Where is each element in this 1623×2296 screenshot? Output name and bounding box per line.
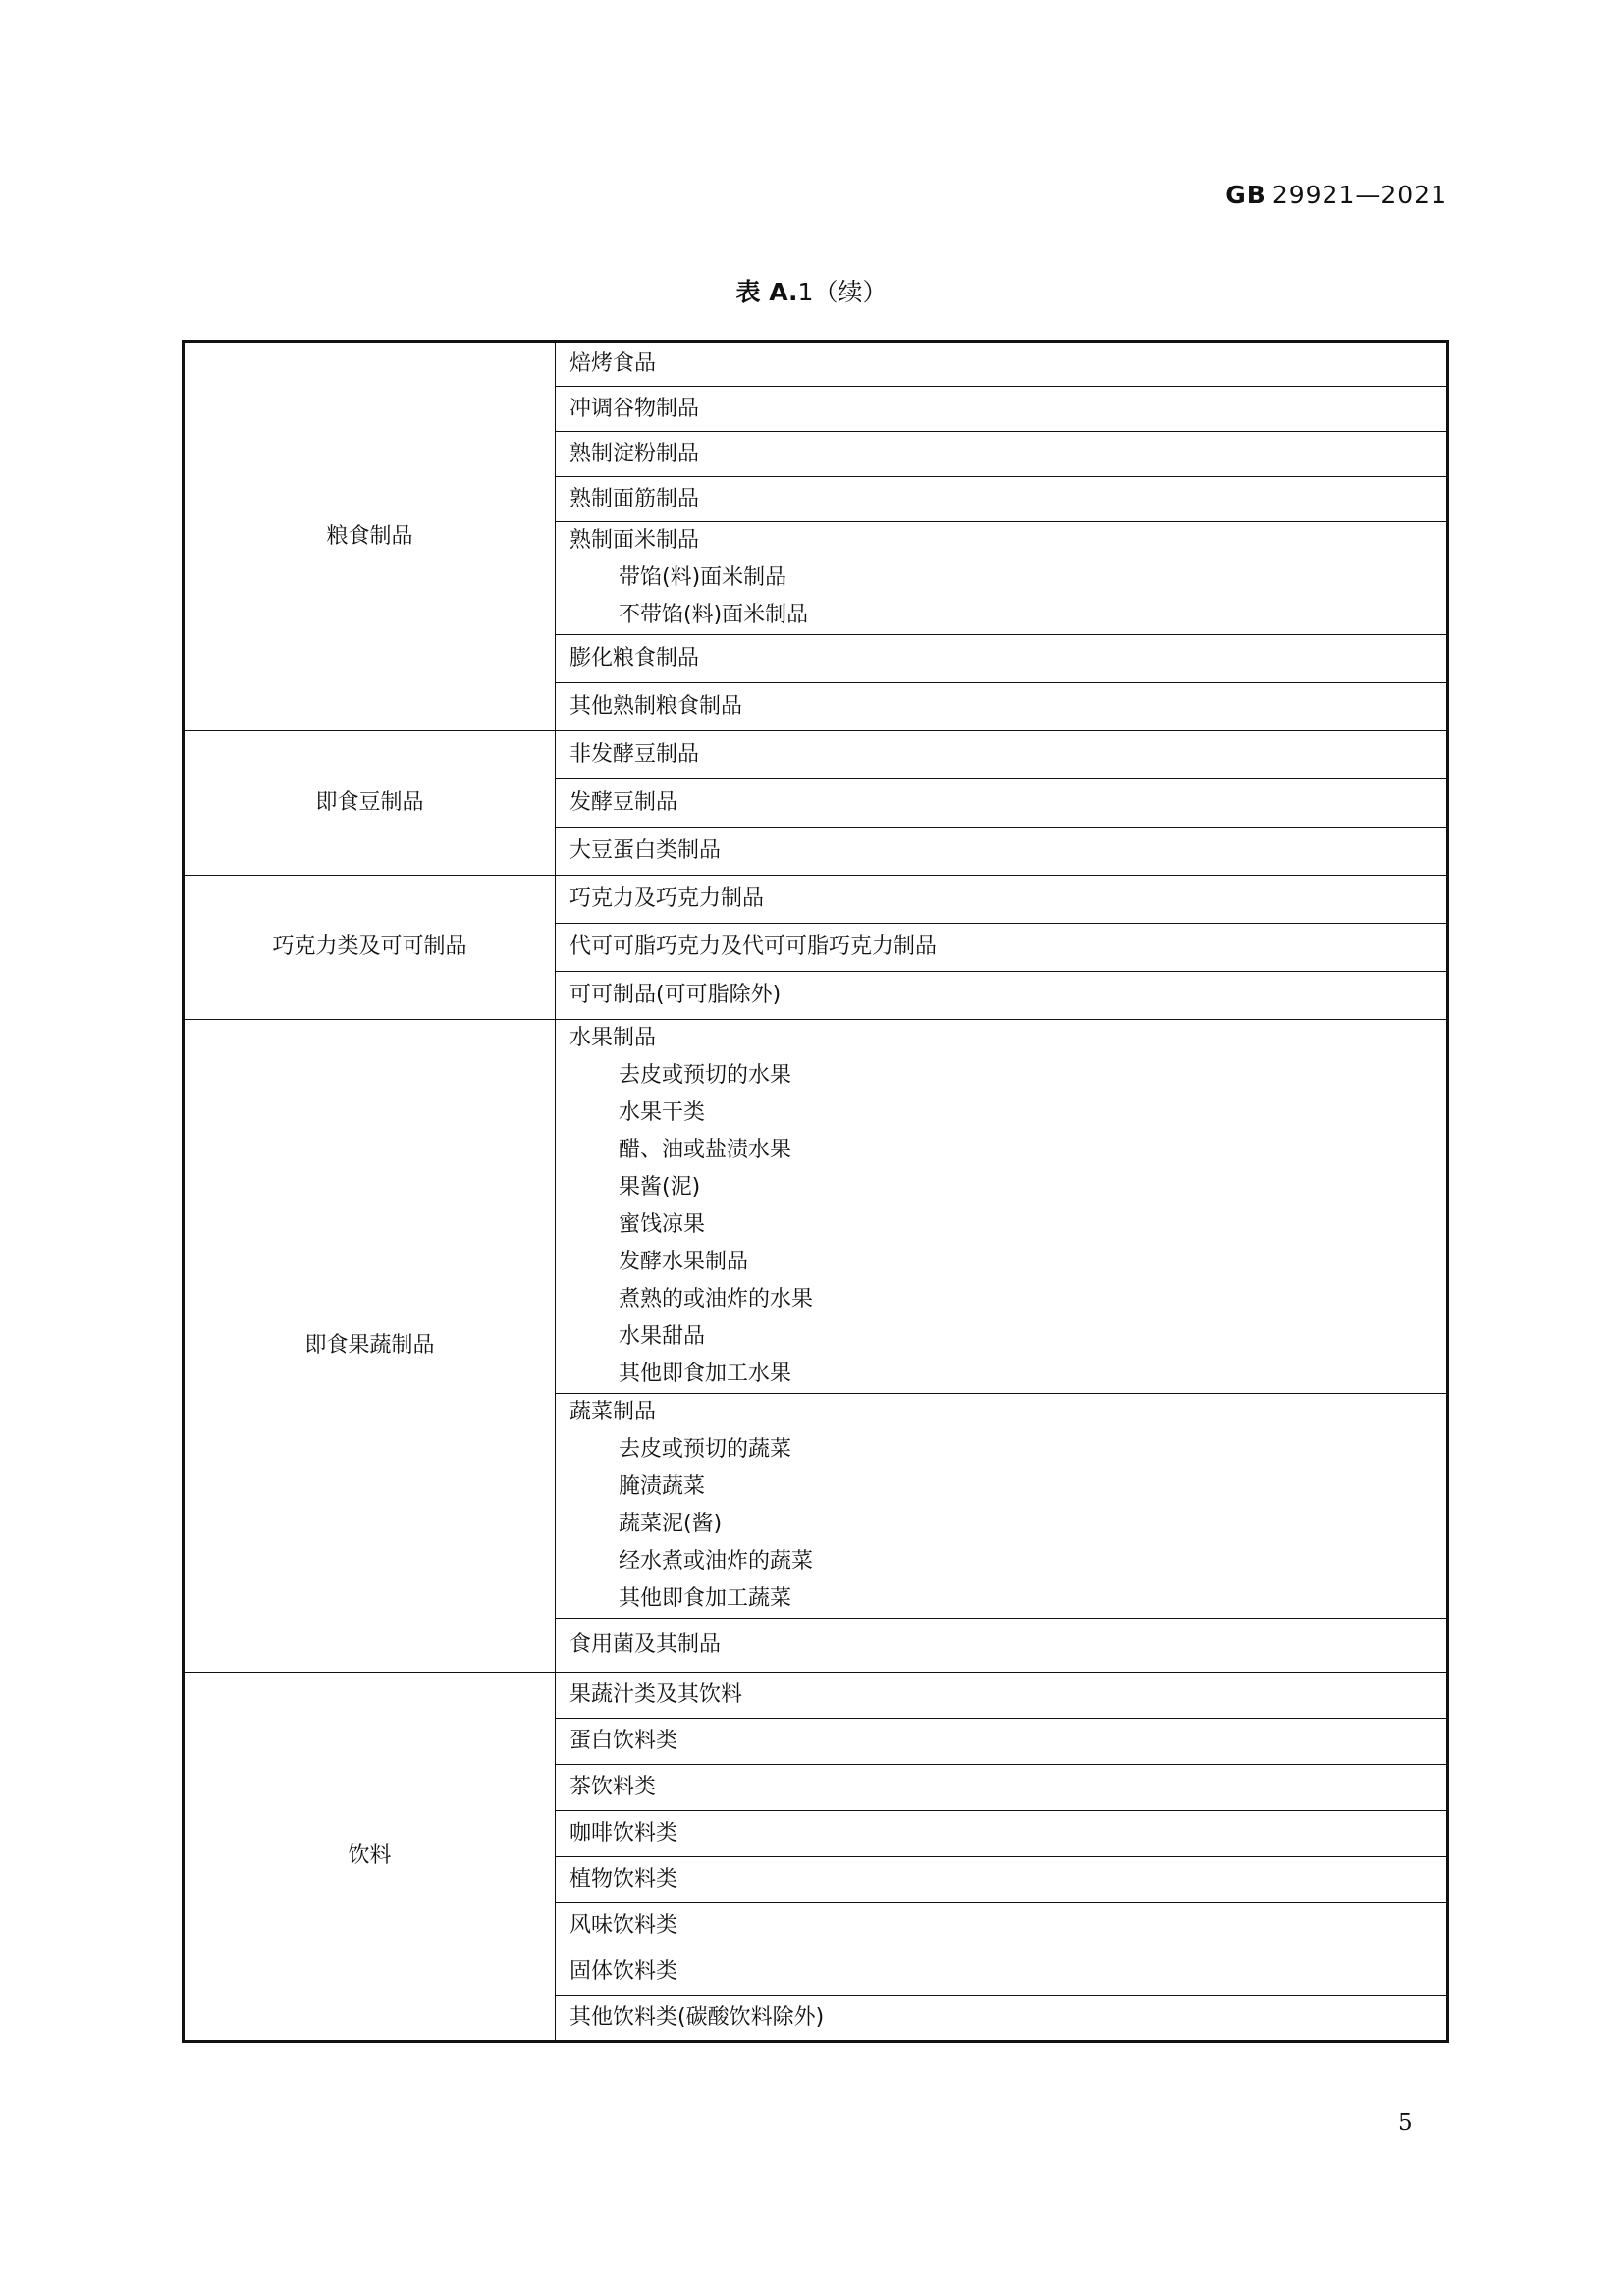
- subcategory-cell: 代可可脂巧克力及代可可脂巧克力制品: [556, 924, 1448, 972]
- subcategory-cell: 其他饮料类(碳酸饮料除外): [556, 1996, 1448, 2042]
- subcategory-cell: 植物饮料类: [556, 1857, 1448, 1903]
- subcategory-sub-item: 带馅(料)面米制品: [619, 565, 787, 590]
- subcategory-cell: 熟制淀粉制品: [556, 432, 1448, 477]
- subcategory-cell: 非发酵豆制品: [556, 731, 1448, 779]
- subcategory-cell: 茶饮料类: [556, 1765, 1448, 1811]
- table-row: [184, 731, 1448, 779]
- subcategory-sub-item: 其他即食加工水果: [619, 1362, 792, 1386]
- standard-number: 29921—2021: [1271, 181, 1447, 209]
- standard-prefix: GB: [1225, 181, 1267, 209]
- subcategory-sub-item: 其他即食加工蔬菜: [619, 1586, 792, 1611]
- subcategory-sub-item: 不带馅(料)面米制品: [619, 603, 809, 627]
- category-cell: 即食豆制品: [184, 731, 556, 876]
- subcategory-sub-item: 煮熟的或油炸的水果: [619, 1287, 814, 1311]
- standard-code: [1225, 181, 1447, 209]
- subcategory-cell: 可可制品(可可脂除外): [556, 972, 1448, 1020]
- subcategory-cell: 蛋白饮料类: [556, 1719, 1448, 1765]
- subcategory-cell: 食用菌及其制品: [556, 1619, 1448, 1673]
- table-title-suffix: 1（续）: [797, 278, 888, 306]
- subcategory-cell: 冲调谷物制品: [556, 387, 1448, 432]
- table-title: [0, 273, 1623, 308]
- subcategory-cell: [556, 1394, 1448, 1619]
- subcategory-sub-item: 水果干类: [619, 1100, 706, 1125]
- subcategory-sub-item: 蜜饯凉果: [619, 1212, 706, 1237]
- table-row: [184, 876, 1448, 924]
- subcategory-sub-item: 醋、油或盐渍水果: [619, 1138, 792, 1162]
- subcategory-cell: 咖啡饮料类: [556, 1811, 1448, 1857]
- subcategory-label: 蔬菜制品: [569, 1400, 657, 1424]
- food-category-table: [182, 340, 1449, 2043]
- subcategory-sub-item: 去皮或预切的水果: [619, 1063, 792, 1088]
- category-cell: 饮料: [184, 1673, 556, 2042]
- subcategory-sub-item: 去皮或预切的蔬菜: [619, 1437, 792, 1462]
- subcategory-sub-item: 发酵水果制品: [619, 1250, 749, 1274]
- subcategory-cell: 焙烤食品: [556, 342, 1448, 387]
- subcategory-cell: 固体饮料类: [556, 1949, 1448, 1996]
- subcategory-label: 水果制品: [569, 1026, 657, 1050]
- subcategory-cell: 果蔬汁类及其饮料: [556, 1673, 1448, 1719]
- subcategory-label: 熟制面米制品: [569, 528, 700, 553]
- subcategory-cell: 其他熟制粮食制品: [556, 683, 1448, 731]
- page-number: 5: [1398, 2110, 1413, 2136]
- table-row: [184, 342, 1448, 387]
- category-cell: 即食果蔬制品: [184, 1020, 556, 1673]
- subcategory-sub-item: 蔬菜泥(酱): [619, 1512, 723, 1536]
- subcategory-cell: 风味饮料类: [556, 1903, 1448, 1949]
- subcategory-sub-item: 腌渍蔬菜: [619, 1474, 706, 1499]
- table-title-label: 表 A.: [735, 278, 798, 306]
- subcategory-sub-item: 经水煮或油炸的蔬菜: [619, 1549, 814, 1574]
- table-row: [184, 1020, 1448, 1394]
- subcategory-cell: 巧克力及巧克力制品: [556, 876, 1448, 924]
- table-row: [184, 1673, 1448, 1719]
- subcategory-cell: [556, 1020, 1448, 1394]
- subcategory-cell: [556, 522, 1448, 635]
- category-cell: 粮食制品: [184, 342, 556, 731]
- subcategory-sub-item: 果酱(泥): [619, 1175, 701, 1200]
- subcategory-cell: 膨化粮食制品: [556, 635, 1448, 683]
- subcategory-cell: 熟制面筋制品: [556, 477, 1448, 522]
- category-cell: 巧克力类及可可制品: [184, 876, 556, 1020]
- subcategory-cell: 发酵豆制品: [556, 779, 1448, 828]
- subcategory-cell: 大豆蛋白类制品: [556, 828, 1448, 876]
- subcategory-sub-item: 水果甜品: [619, 1324, 706, 1349]
